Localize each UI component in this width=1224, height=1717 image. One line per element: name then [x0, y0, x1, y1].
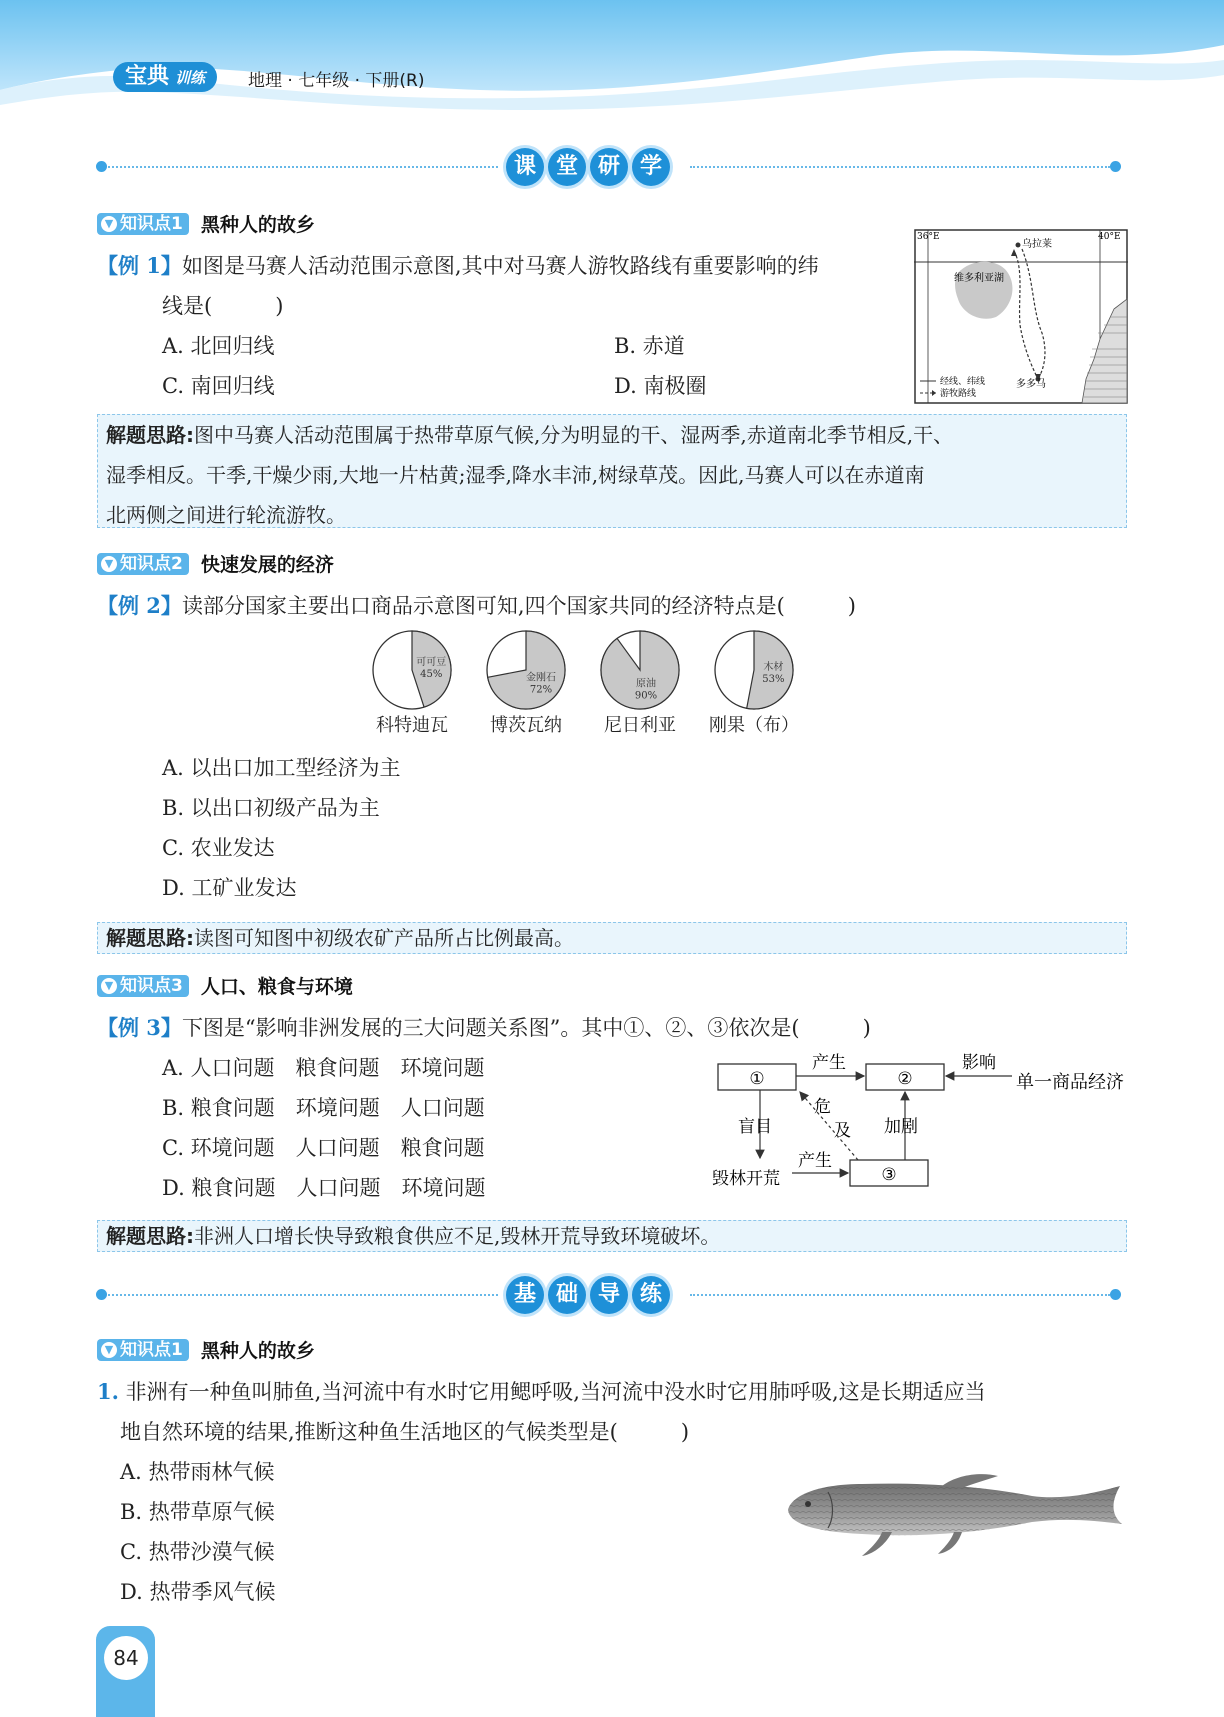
banner-char: 堂 [548, 148, 586, 186]
header-wave-background [0, 0, 1224, 115]
pie-1 [487, 631, 565, 736]
knowledge-point-1 [97, 210, 315, 237]
banner-line-right [690, 166, 1110, 168]
pie-slice-label: 原油 [636, 678, 657, 690]
knowledge-point-badge [97, 213, 189, 235]
knowledge-point-title: 快速发展的经济 [200, 554, 334, 576]
stem-line: 非洲有一种鱼叫肺鱼,当河流中有水时它用鳃呼吸,当河流中没水时它用肺呼吸,这是长期适应当 [125, 1380, 986, 1404]
example-1-stem-line2: 线是( ) [162, 294, 284, 318]
pie-slice-label: 木材 [763, 661, 784, 673]
example-tag: 【例 2】 [97, 593, 182, 618]
diagram-danger: 危 [814, 1097, 831, 1117]
brand-badge [113, 62, 217, 92]
hint-box-2 [97, 922, 1127, 954]
diagram-aggravate: 加剧 [884, 1117, 918, 1137]
map-lon-right: 40°E [1098, 232, 1121, 242]
diagram-produce-top: 产生 [812, 1053, 846, 1073]
hint-label: 解题思路: [106, 423, 194, 447]
diagram-influence: 影响 [962, 1053, 996, 1073]
hint-text: 北两侧之间进行轮流游牧。 [106, 503, 346, 527]
export-pie-charts [370, 628, 830, 748]
stem-line: 读部分国家主要出口商品示意图可知,四个国家共同的经济特点是( ) [181, 594, 856, 618]
diagram-blind: 盲目 [738, 1117, 772, 1137]
hint-label: 解题思路: [106, 1224, 194, 1248]
hint-text: 非洲人口增长快导致粮食供应不足,毁林开荒导致环境破坏。 [194, 1224, 721, 1248]
book-subtitle: 地理 · 七年级 · 下册(R) [248, 71, 425, 91]
map-lake: 维多利亚湖 [954, 273, 1004, 284]
pie-slice-percent: 53% [762, 673, 785, 685]
option-a: A. 人口问题 粮食问题 环境问题 [162, 1056, 485, 1080]
pie-country-label: 博茨瓦纳 [490, 715, 562, 736]
option-a: A. 北回归线 [162, 334, 275, 358]
pie-slice-label: 金刚石 [526, 672, 557, 684]
hint-text: 读图可知图中初级农矿产品所占比例最高。 [194, 926, 574, 950]
triangle-down-icon: ▼ [101, 978, 117, 994]
example-tag: 【例 1】 [97, 253, 182, 278]
knowledge-point-badge-text: 知识点3 [120, 975, 183, 996]
question-1-stem-line2: 地自然环境的结果,推断这种鱼生活地区的气候类型是( ) [120, 1420, 690, 1444]
option-d: D. 粮食问题 人口问题 环境问题 [162, 1176, 486, 1200]
option-b: B. 赤道 [614, 334, 685, 358]
map-legend-1: 经线、纬线 [940, 377, 986, 387]
option-d: D. 工矿业发达 [162, 876, 297, 900]
masai-range-map [914, 229, 1128, 404]
knowledge-point-title: 黑种人的故乡 [200, 214, 315, 236]
map-legend-2: 游牧路线 [940, 389, 977, 399]
diagram-deforest: 毁林开荒 [712, 1169, 780, 1189]
banner-char: 学 [632, 148, 670, 186]
example-2-stem [97, 586, 856, 626]
knowledge-point-title: 黑种人的故乡 [200, 1340, 315, 1362]
knowledge-point-badge [97, 553, 189, 575]
triangle-down-icon: ▼ [101, 556, 117, 572]
banner-char: 础 [548, 1276, 586, 1314]
pie-slice-percent: 45% [420, 668, 443, 680]
banner-line-left [108, 166, 498, 168]
option-b: B. 以出口初级产品为主 [162, 796, 380, 820]
banner-char: 基 [506, 1276, 544, 1314]
knowledge-point-badge-text: 知识点1 [120, 1339, 183, 1360]
pie-3 [709, 631, 799, 736]
pie-0 [373, 631, 451, 736]
option-b: B. 粮食问题 环境问题 人口问题 [162, 1096, 485, 1120]
section-banner-basic-practice [506, 1276, 670, 1314]
pie-slice-percent: 90% [634, 690, 658, 702]
option-d: D. 热带季风气候 [120, 1580, 276, 1604]
banner-char: 课 [506, 148, 544, 186]
option-b: B. 热带草原气候 [120, 1500, 275, 1524]
option-a: A. 以出口加工型经济为主 [162, 756, 401, 780]
pie-country-label: 科特迪瓦 [376, 715, 448, 736]
question-number: 1. [97, 1379, 119, 1404]
option-d: D. 南极圈 [614, 374, 707, 398]
option-c: C. 环境问题 人口问题 粮食问题 [162, 1136, 485, 1160]
pie-slice-label: 可可豆 [416, 656, 447, 668]
option-a: A. 热带雨林气候 [120, 1460, 275, 1484]
diagram-single-economy: 单一商品经济 [1016, 1072, 1124, 1093]
question-1-stem [97, 1372, 986, 1412]
diagram-reach: 及 [834, 1121, 851, 1141]
triangle-down-icon: ▼ [101, 216, 117, 232]
knowledge-point-badge-text: 知识点2 [120, 553, 183, 574]
page-number: 84 [104, 1636, 148, 1680]
knowledge-point-title: 人口、粮食与环境 [200, 976, 353, 998]
banner-char: 练 [632, 1276, 670, 1314]
diagram-produce-bottom: 产生 [798, 1151, 832, 1171]
knowledge-point-badge [97, 1339, 189, 1361]
option-c: C. 农业发达 [162, 836, 275, 860]
hint-box-1 [97, 414, 1127, 528]
stem-line: 如图是马赛人活动范围示意图,其中对马赛人游牧路线有重要影响的纬 [181, 254, 819, 278]
problem-relationship-diagram [712, 1048, 1132, 1198]
pie-country-label: 刚果（布） [709, 715, 799, 736]
stem-line: 下图是“影响非洲发展的三大问题关系图”。其中①、②、③依次是( ) [181, 1016, 871, 1040]
triangle-down-icon: ▼ [101, 1342, 117, 1358]
lungfish-image [782, 1462, 1128, 1558]
banner-char: 导 [590, 1276, 628, 1314]
banner-char: 研 [590, 148, 628, 186]
banner-dot-right [1110, 1289, 1121, 1300]
knowledge-point-2 [97, 550, 334, 577]
section-banner-classroom [506, 148, 670, 186]
hint-label: 解题思路: [106, 926, 194, 950]
hint-text: 湿季相反。干季,干燥少雨,大地一片枯黄;湿季,降水丰沛,树绿草茂。因此,马赛人可以在赤道南 [106, 463, 925, 487]
option-c: C. 热带沙漠气候 [120, 1540, 275, 1564]
hint-text: 图中马赛人活动范围属于热带草原气候,分为明显的干、湿两季,赤道南北季节相反,干、 [194, 423, 954, 447]
pie-2 [601, 631, 679, 736]
map-city-south: 多多马 [1016, 379, 1046, 390]
knowledge-point-badge-text: 知识点1 [120, 213, 183, 234]
brand-sub: 训练 [175, 69, 206, 87]
map-city-north: 乌拉莱 [1022, 239, 1052, 250]
knowledge-point-badge [97, 975, 189, 997]
example-tag: 【例 3】 [97, 1015, 182, 1040]
example-3-stem [97, 1008, 871, 1048]
map-lon-left: 36°E [917, 232, 940, 242]
diagram-box-1-label: ① [749, 1069, 765, 1089]
banner-line-right [690, 1294, 1110, 1296]
hint-box-3 [97, 1220, 1127, 1252]
diagram-box-2-label: ② [897, 1069, 913, 1089]
example-1-stem [97, 246, 819, 286]
brand-name: 宝典 [125, 64, 170, 89]
banner-dot-right [1110, 161, 1121, 172]
option-c: C. 南回归线 [162, 374, 275, 398]
banner-dot-left [96, 161, 107, 172]
knowledge-point-4 [97, 1336, 315, 1363]
pie-country-label: 尼日利亚 [604, 715, 676, 736]
knowledge-point-3 [97, 972, 353, 999]
banner-dot-left [96, 1289, 107, 1300]
banner-line-left [108, 1294, 498, 1296]
diagram-box-3-label: ③ [881, 1165, 897, 1185]
pie-slice-percent: 72% [529, 684, 553, 696]
